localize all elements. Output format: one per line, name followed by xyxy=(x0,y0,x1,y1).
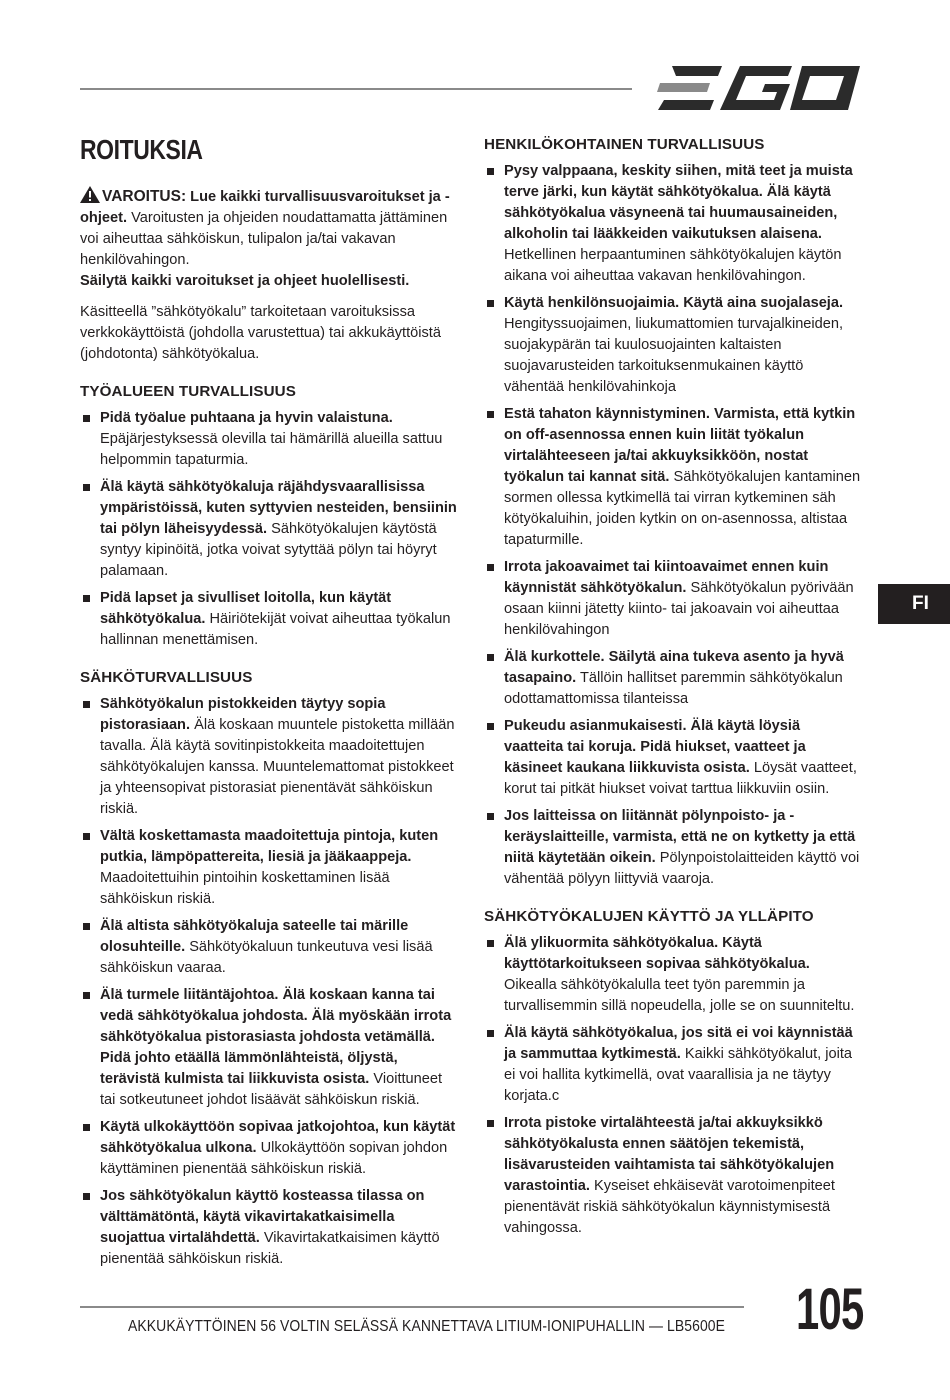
section-heading-tool-use: SÄHKÖTYÖKALUJEN KÄYTTÖ JA YLLÄPITO xyxy=(484,908,814,925)
bullet-square-icon xyxy=(487,723,494,730)
warning-bold-text: Lue kaikki turvallisuusvaroitukset ja -ohjeet. xyxy=(80,189,450,226)
list-item xyxy=(80,916,460,979)
item-text: Sähkötyökalujen käytöstä syntyy kipinöitä, jotka voivat sytyttää pölyn tai höyryt palamaan. xyxy=(100,521,437,579)
list-item xyxy=(80,1186,460,1270)
list-item xyxy=(484,1023,862,1107)
work-area-list xyxy=(80,408,460,651)
item-bold: Jos laitteissa on liitännät pölynpoisto- ja -keräyslaitteille, varmista, että ne on kytketty ja että niitä käytetään oikein. xyxy=(504,808,856,866)
list-item xyxy=(484,933,862,1017)
item-bold: Älä turmele liitäntäjohtoa. Älä koskaan kanna tai vedä sähkötyökalua johdosta. Älä myöskään irrota sähkötyökalua pistorasiasta johdosta vetämällä. Pidä johto etäällä lämmönlähteistä, öljystä, terävistä kulmista tai liikkuvista osista. xyxy=(100,987,452,1087)
item-text: Epäjärjestyksessä olevilla tai hämärillä alueilla sattuu helpommin tapaturmia. xyxy=(100,431,443,468)
list-item xyxy=(484,806,862,890)
warning-text: Varoitusten ja ohjeiden noudattamatta jättäminen voi aiheuttaa sähköiskun, tulipalon ja/tai vakavan henkilövahingon. xyxy=(80,210,448,268)
item-bold: Pidä lapset ja sivulliset loitolla, kun käytät sähkötyökalua. xyxy=(100,590,392,627)
warning-triangle-icon xyxy=(80,186,100,203)
bullet-square-icon xyxy=(487,940,494,947)
item-bold: Vältä koskettamasta maadoitettuja pintoja, kuten putkia, lämpöpattereita, liesiä ja jääkaappeja. xyxy=(100,828,439,865)
list-item xyxy=(484,557,862,641)
item-text: Sähkötyökalun pyörivään osaan kiinni jätetty kiinto- tai jakoavain voi aiheuttaa henkilövahingon xyxy=(504,580,854,638)
item-bold: Käytä henkilönsuojaimia. Käytä aina suojalaseja. xyxy=(504,295,844,311)
item-text: Älä koskaan muuntele pistoketta millään tavalla. Älä käytä sovitinpistokkeita maadoitettujen sähkötyökalujen kanssa. Muuntelemattomat pistokkeet ja yhteensopivat pistorasiat pienentävät sähköiskun riskiä. xyxy=(100,717,455,817)
bullet-square-icon xyxy=(487,813,494,820)
item-bold: Älä käytä sähkötyökalua, jos sitä ei voi käynnistää ja sammuttaa kytkimestä. xyxy=(504,1025,853,1062)
item-text: Häiriötekijät voivat aiheuttaa työkalun hallinnan menettämisen. xyxy=(100,611,451,648)
bullet-square-icon xyxy=(83,833,90,840)
save-note: Säilytä kaikki varoitukset ja ohjeet huolellisesti. xyxy=(80,273,410,289)
item-text: Oikealla sähkötyökalulla teet työn paremmin ja turvallisemmin sillä nopeudella, jolle se on suunniteltu. xyxy=(504,977,855,1014)
electrical-list xyxy=(80,694,460,1270)
list-item xyxy=(484,1113,862,1239)
item-bold: Pysy valppaana, keskity siihen, mitä teet ja muista terve järki, kun käytät sähkötyökalua. Älä käytä sähkötyökalua väsyneenä tai huumausaineiden, alkoholin tai lääkkeiden vaikutuksen alaisena. xyxy=(504,163,853,242)
item-bold: Irrota jakoavaimet tai kiintoavaimet ennen kuin käynnistät sähkötyökalun. xyxy=(504,559,829,596)
warning-block xyxy=(80,186,460,271)
bullet-square-icon xyxy=(487,411,494,418)
item-bold: Irrota pistoke virtalähteestä ja/tai akkuyksikkö sähkötyökalusta ennen säätöjen tekemistä, lisävarusteiden vaihtamista tai sähkötyökalujen varastointia. xyxy=(504,1115,835,1194)
item-bold: Käytä ulkokäyttöön sopivaa jatkojohtoa, kun käytät sähkötyökalua ulkona. xyxy=(100,1119,456,1156)
item-text: Sähkötyökalujen kantaminen sormen ollessa kytkimellä tai virran kytkeminen säh kötyökaluihin, joiden kytkin on on-asennossa, altistaa tapaturmille. xyxy=(504,469,861,548)
tool-use-list xyxy=(484,933,862,1239)
section-heading-personal: HENKILÖKOHTAINEN TURVALLISUUS xyxy=(484,136,765,153)
section-heading-work-area: TYÖALUEEN TURVALLISUUS xyxy=(80,383,296,400)
list-item xyxy=(484,293,862,398)
bullet-square-icon xyxy=(83,923,90,930)
right-column xyxy=(484,134,862,1245)
item-bold: Jos sähkötyökalun käyttö kosteassa tilassa on välttämätöntä, käytä vikavirtakatkaisimella suojattua virtalähdettä. xyxy=(100,1188,425,1246)
list-item xyxy=(484,647,862,710)
header-rule xyxy=(80,88,632,90)
item-text: Tällöin hallitset paremmin sähkötyökalun odottamattomissa tilanteissa xyxy=(504,670,843,707)
footer-text: AKKUKÄYTTÖINEN 56 VOLTIN SELÄSSÄ KANNETTAVA LITIUM-IONIPUHALLIN — LB5600E xyxy=(128,1318,726,1335)
bullet-square-icon xyxy=(83,1193,90,1200)
bullet-square-icon xyxy=(487,564,494,571)
list-item xyxy=(80,826,460,910)
bullet-square-icon xyxy=(83,992,90,999)
list-item xyxy=(484,716,862,800)
bullet-square-icon xyxy=(83,701,90,708)
left-column xyxy=(80,186,460,1276)
item-text: Kaikki sähkötyökalut, joita ei voi hallita kytkimellä, ovat vaarallisia ja ne täytyy korjata.c xyxy=(504,1046,853,1104)
list-item xyxy=(80,408,460,471)
list-item xyxy=(80,588,460,651)
item-text: Pölynpoistolaitteiden käyttö voi vähentää pölyyn liittyviä vaaroja. xyxy=(504,850,860,887)
item-text: Vikavirtakatkaisimen käyttö pienentää sähköiskun riskiä. xyxy=(100,1230,440,1267)
footer-rule xyxy=(80,1306,744,1308)
personal-list xyxy=(484,161,862,890)
bullet-square-icon xyxy=(487,168,494,175)
bullet-square-icon xyxy=(487,1120,494,1127)
item-text: Maadoitettuihin pintoihin koskettaminen lisää sähköiskun riskiä. xyxy=(100,870,390,907)
bullet-square-icon xyxy=(83,595,90,602)
language-tab: FI xyxy=(878,584,950,624)
ego-logo xyxy=(652,64,862,112)
bullet-square-icon xyxy=(487,654,494,661)
page-number: 105 xyxy=(796,1277,864,1342)
item-bold: Pukeudu asianmukaisesti. Älä käytä löysiä vaatteita tai koruja. Pidä hiukset, vaatteet ja käsineet kaukana liikkuvista osista. xyxy=(504,718,806,776)
item-bold: Älä käytä sähkötyökaluja räjähdysvaarallisissa ympäristöissä, kuten syttyvien nesteiden, bensiinin tai pölyn läheisyydessä. xyxy=(100,479,457,537)
list-item xyxy=(80,1117,460,1180)
list-item xyxy=(80,694,460,820)
item-text: Ulkokäyttöön sopivan johdon käyttäminen pienentää sähköiskun riskiä. xyxy=(100,1140,448,1177)
item-bold: Pidä työalue puhtaana ja hyvin valaistuna. xyxy=(100,410,393,426)
item-bold: Älä kurkottele. Säilytä aina tukeva asento ja hyvä tasapaino. xyxy=(504,649,844,686)
item-text: Vioittuneet tai sotkeutuneet johdot lisäävät sähköiskun riskiä. xyxy=(100,1071,443,1108)
list-item xyxy=(80,477,460,582)
list-item xyxy=(80,985,460,1111)
item-text: Sähkötyökaluun tunkeutuva vesi lisää sähköiskun vaaraa. xyxy=(100,939,433,976)
bullet-square-icon xyxy=(83,484,90,491)
bullet-square-icon xyxy=(487,1030,494,1037)
list-item xyxy=(484,161,862,287)
item-text: Hetkellinen herpaantuminen sähkötyökalujen käytön aikana voi aiheuttaa vakavan henkilövahingon. xyxy=(504,247,842,284)
item-bold: Älä altista sähkötyökaluja sateelle tai märille olosuhteille. xyxy=(100,918,409,955)
item-text: Kyseiset ehkäisevät varotoimenpiteet pienentävät riskiä sähkötyökalun käynnistymisestä vahingossa. xyxy=(504,1178,835,1236)
item-bold: Älä ylikuormita sähkötyökalua. Käytä käyttötarkoitukseen sopivaa sähkötyökalua. xyxy=(504,935,810,972)
definition-paragraph: Käsitteellä ”sähkötyökalu” tarkoitetaan varoituksissa verkkokäyttöistä (johdolla varustettua) tai akkukäyttöistä (johdotonta) sähkötyökalua. xyxy=(80,304,441,362)
warning-word: VAROITUS: xyxy=(102,188,187,205)
item-bold: Estä tahaton käynnistyminen. Varmista, että kytkin on off-asennossa ennen kuin liität työkalun virtalähteeseen ja/tai akkuyksikköön, nostat työkalun tai kannat sitä. xyxy=(504,406,856,485)
page-title: ROITUKSIA xyxy=(80,134,203,165)
list-item xyxy=(484,404,862,551)
bullet-square-icon xyxy=(83,1124,90,1131)
item-text: Löysät vaatteet, korut tai pitkät hiukset voivat tarttua liikkuviin osiin. xyxy=(504,760,857,797)
bullet-square-icon xyxy=(487,300,494,307)
bullet-square-icon xyxy=(83,415,90,422)
item-bold: Sähkötyökalun pistokkeiden täytyy sopia pistorasiaan. xyxy=(100,696,386,733)
section-heading-electrical: SÄHKÖTURVALLISUUS xyxy=(80,669,253,686)
item-text: Hengityssuojaimen, liukumattomien turvajalkineiden, suojakypärän tai kuulosuojainten kaltaisten suojavarusteiden tarkoituksenmukainen käyttö vähentää henkilövahinkoja xyxy=(504,316,844,395)
